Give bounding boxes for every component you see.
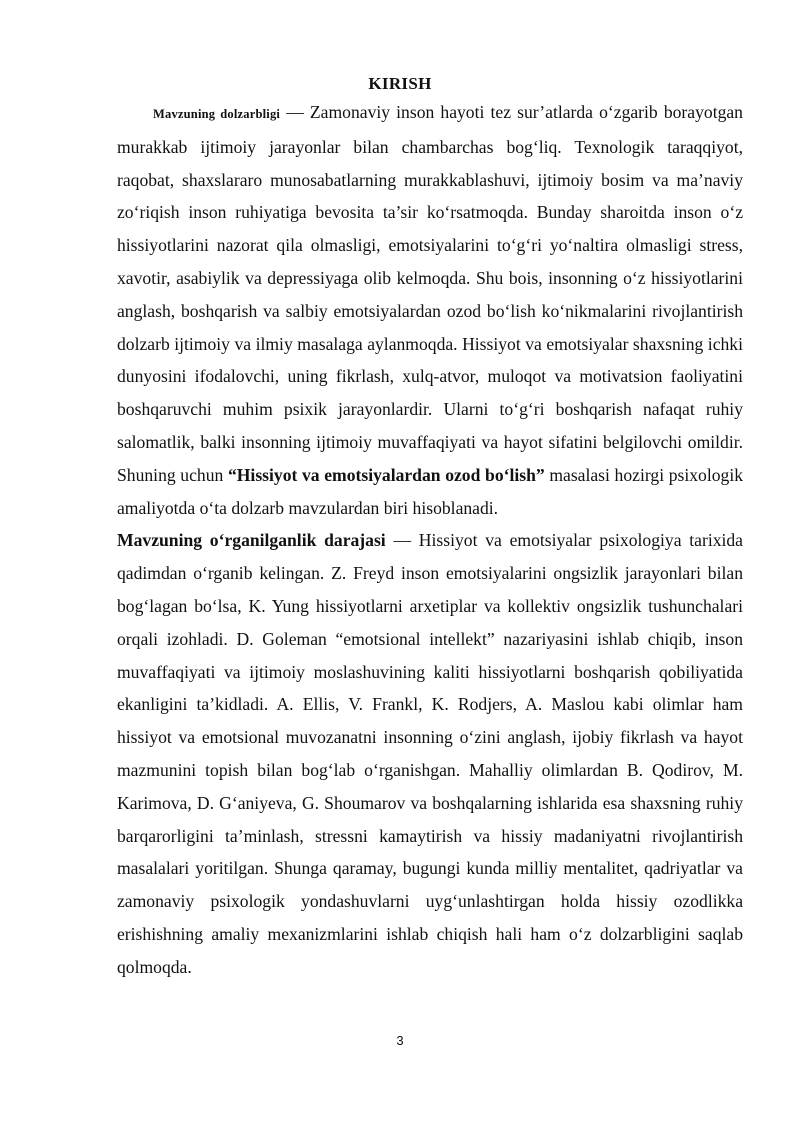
page-title: KIRISH bbox=[368, 74, 432, 93]
paragraph-text: — Zamonaviy inson hayoti tez sur’atlarda o‘zgarib borayotgan murakkab ijtimoiy jarayonlar bilan chambarchas bog‘liq. Texnologik taraqqiyot, raqobat, shaxslararo munosabatlarning murakkablashuvi, ijtimoiy bosim va ma’naviy zo‘riqish inson ruhiyatiga bevosita ta’sir ko‘rsatmoqda. Bunday sharoitda inson o‘z hissiyotlarini nazorat qila olmasligi, emotsiyalarini to‘g‘ri yo‘naltira olmasligi stress, xavotir, asabiylik va depressiyaga olib kelmoqda. Shu bois, insonning o‘z hissiyotlarini anglash, boshqarish va salbiy emotsiyalardan ozod bo‘lish ko‘nikmalarini rivojlantirish dolzarb ijtimoiy va ilmiy masalaga aylanmoqda. Hissiyot va emotsiyalar shaxsning ichki dunyosini ifodalovchi, uning fikrlash, xulq-atvor, muloqot va motivatsion faoliyatini boshqaruvchi muhim psixik jarayonlardir. Ularni to‘g‘ri boshqarish nafaqat ruhiy salomatlik, balki insonning ijtimoiy muvaffaqiyati va hayot sifatini belgilovchi omildir. Shuning uchun bbox=[117, 102, 743, 485]
page-number: 3 bbox=[396, 1033, 404, 1048]
paragraph-text: — Hissiyot va emotsiyalar psixologiya tarixida qadimdan o‘rganib kelingan. Z. Freyd inson emotsiyalarini ongsizlik jarayonlari bilan bog‘lagan bo‘lsa, K. Yung hissiyotlarni arxetiplar va kollektiv ongsizlik tushunchalari orqali izohladi. D. Goleman “emotsional intellekt” nazariyasini ishlab chiqib, inson muvaffaqiyati va ijtimoiy moslashuvining kaliti hissiyotlarni boshqarish qobiliyatida ekanligini ta’kidladi. A. Ellis, V. Frankl, K. Rodjers, A. Maslou kabi olimlar ham hissiyot va emotsional muvozanatni insonning o‘zini anglash, ijobiy fikrlash va hayot mazmunini topish bilan bog‘lab o‘rganishgan. Mahalliy olimlardan B. Qodirov, M. Karimova, D. G‘aniyeva, G. Shoumarov va boshqalarning ishlarida esa shaxsning ruhiy barqarorligini ta’minlash, stressni kamaytirish va hissiy madaniyatni rivojlantirish masalalari yoritilgan. Shunga qaramay, bugungi kunda milliy mentalitet, qadriyatlar va zamonaviy psixologik yondashuvlarni uyg‘unlashtirgan holda hissiy ozodlikka erishishning amaliy mexanizmlarini ishlab chiqish hali ham o‘z dolzarbligini saqlab qolmoqda. bbox=[117, 530, 743, 977]
paragraph-study-level bbox=[117, 524, 743, 983]
paragraph-lead: Mavzuning o‘rganilganlik darajasi bbox=[117, 530, 386, 551]
paragraph-relevance bbox=[117, 96, 743, 524]
paragraph-lead: Mavzuning dolzarbligi bbox=[153, 107, 281, 121]
body-text bbox=[117, 96, 743, 984]
topic-quote: “Hissiyot va emotsiyalardan ozod bo‘lish” bbox=[227, 464, 545, 485]
paragraph-text: masalasi hozirgi psixologik amaliyotda o‘ta dolzarb mavzulardan biri hisoblanadi. bbox=[117, 464, 744, 518]
